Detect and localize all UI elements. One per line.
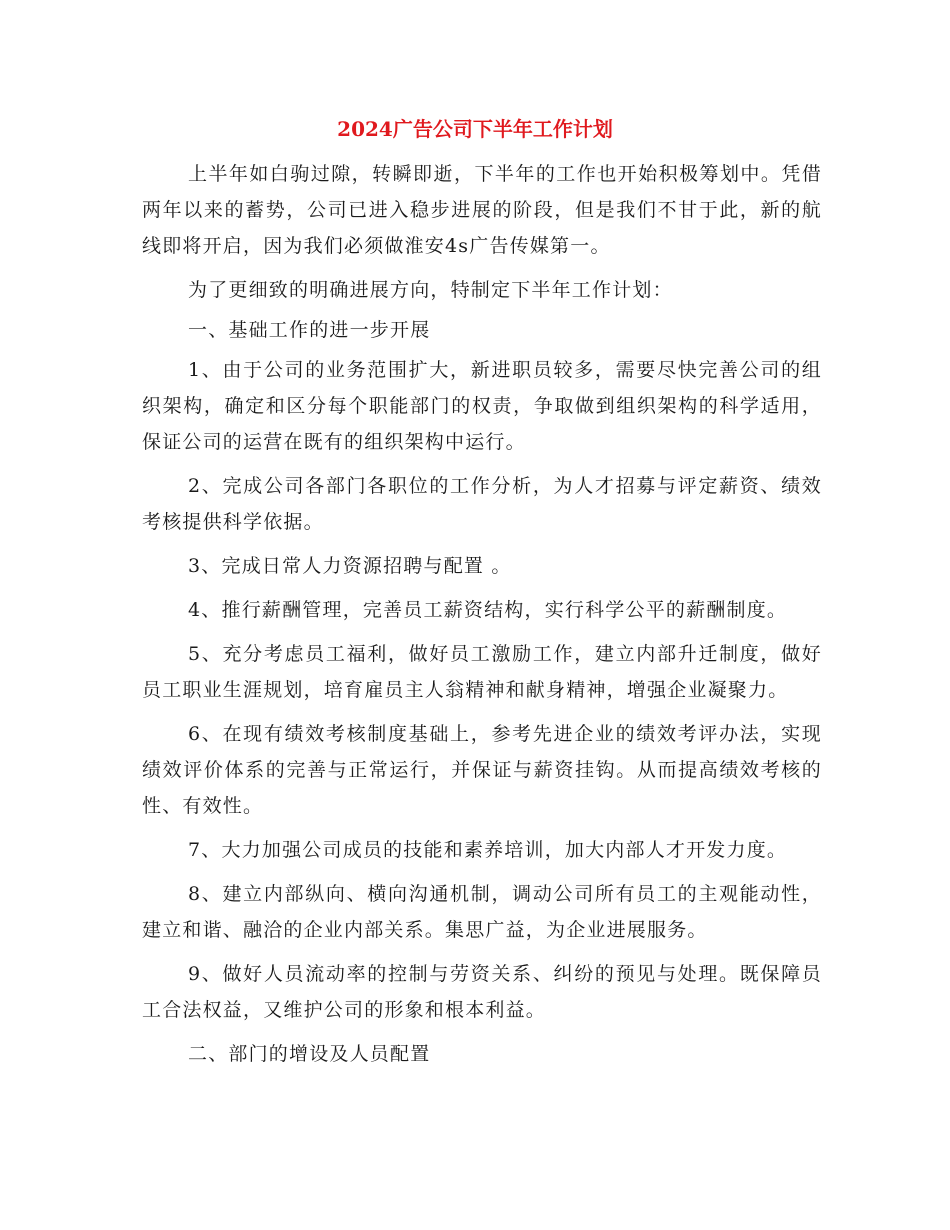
paragraph-purpose: 为了更细致的明确进展方向，特制定下半年工作计划： — [188, 279, 673, 301]
section-heading-2: 二、部门的增设及人员配置 — [188, 1043, 431, 1065]
list-item-9: 9、做好人员流动率的控制与劳资关系、纠纷的预见与处理。既保障员工合法权益，又维护公司的形象和根本利益。 — [142, 963, 822, 1021]
document-title: 2024广告公司下半年工作计划 — [337, 117, 613, 141]
list-item-6: 6、在现有绩效考核制度基础上，参考先进企业的绩效考评办法，实现绩效评价体系的完善与正常运行，并保证与薪资挂钩。从而提高绩效考核的性、有效性。 — [142, 723, 822, 817]
paragraph-intro: 上半年如白驹过隙，转瞬即逝，下半年的工作也开始积极筹划中。凭借两年以来的蓄势，公司已进入稳步进展的阶段，但是我们不甘于此，新的航线即将开启，因为我们必须做淮安4s广告传媒第一。 — [142, 163, 822, 257]
section-heading-1: 一、基础工作的进一步开展 — [188, 319, 431, 341]
list-item-4: 4、推行薪酬管理，完善员工薪资结构，实行科学公平的薪酬制度。 — [188, 599, 788, 621]
document-body — [142, 156, 822, 1080]
list-item-1: 1、由于公司的业务范围扩大，新进职员较多，需要尽快完善公司的组织架构，确定和区分每个职能部门的权责，争取做到组织架构的科学适用，保证公司的运营在既有的组织架构中运行。 — [142, 359, 822, 453]
list-item-5: 5、充分考虑员工福利，做好员工激励工作，建立内部升迁制度，做好员工职业生涯规划，培育雇员主人翁精神和献身精神，增强企业凝聚力。 — [142, 643, 822, 701]
list-item-8: 8、建立内部纵向、横向沟通机制，调动公司所有员工的主观能动性，建立和谐、融洽的企业内部关系。集思广益，为企业进展服务。 — [142, 883, 822, 941]
list-item-3: 3、完成日常人力资源招聘与配置 。 — [188, 555, 512, 577]
list-item-7: 7、大力加强公司成员的技能和素养培训，加大内部人才开发力度。 — [188, 839, 788, 861]
list-item-2: 2、完成公司各部门各职位的工作分析，为人才招募与评定薪资、绩效考核提供科学依据。 — [142, 475, 822, 533]
